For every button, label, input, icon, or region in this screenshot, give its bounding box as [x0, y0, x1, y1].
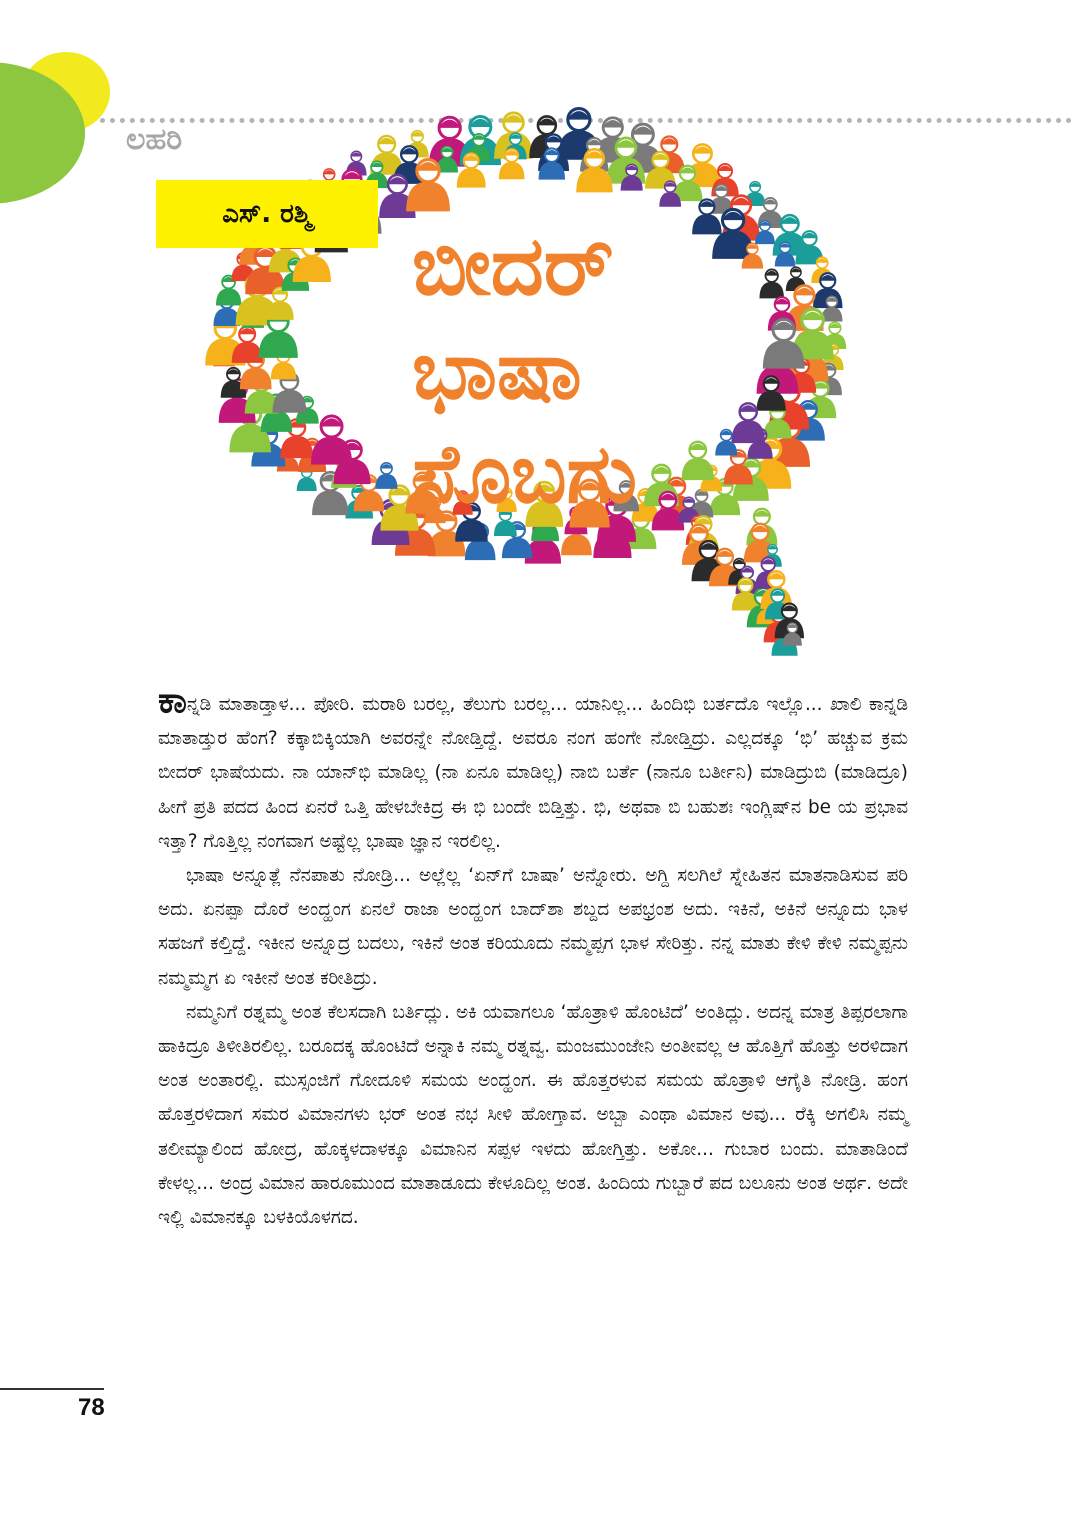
author-name: ಎಸ್. ರಶ್ಮಿ: [222, 198, 312, 229]
footer-rule: [0, 1388, 104, 1390]
author-byline-box: [156, 180, 378, 248]
person-figure-icon: [759, 269, 783, 298]
article-body: [158, 680, 908, 1235]
article-paragraph-3: ನಮ್ಮನಿಗೆ ರತ್ನಮ್ಮ ಅಂತ ಕೆಲಸದಾಗಿ ಬರ್ತಿದ್ಲು. ಅಕಿ ಯವಾಗಲೂ ‘ಹೊತ್ರಾಳಿ ಹೊಂಟಿದೆ’ ಅಂತಿದ್ಲು. ಅದನ್ನ ಮಾತ್ರ ತಿಪ್ಪರಲಾಗಾ ಹಾಕಿದ್ರೂ ತಿಳೀತಿರಲಿಲ್ಲ. ಬರೂದಕ್ಕ ಹೊಂಟಿದೆ ಅನ್ನಾಕಿ ನಮ್ಮ ರತ್ನವ್ವ. ಮಂಜಮುಂಜೇನಿ ಅಂತೀವಲ್ಲ ಆ ಹೊತ್ತಿಗೆ ಹೊತ್ತು ಅರಳಿದಾಗ ಅಂತ ಅಂತಾರಲ್ಲಿ. ಮುಸ್ಸಂಜಿಗೆ ಗೋದೂಳಿ ಸಮಯ ಅಂದ್ಹಂಗ. ಈ ಹೊತ್ತರಳುವ ಸಮಯ ಹೊತ್ರಾಳಿ ಆಗೈತಿ ನೋಡ್ರಿ. ಹಂಗ ಹೊತ್ತರಳಿದಾಗ ಸಮರ ವಿಮಾನಗಳು ಭರ್ ಅಂತ ನಭ ಸೀಳಿ ಹೋಗ್ತಾವ. ಅಬ್ಬಾ ಎಂಥಾ ವಿಮಾನ ಅವು... ರೆಕ್ಕಿ ಅಗಲಿಸಿ ನಮ್ಮ ತಲೀಮ್ಯಾಲಿಂದ ಹೋದ್ರ, ಹೊಕ್ಕಳದಾಳಕ್ಕೂ ವಿಮಾನಿನ ಸಪ್ಪಳ ಇಳದು ಹೋಗ್ತಿತ್ತು. ಅಕೋ... ಗುಬಾರ ಬಂದು. ಮಾತಾಡಿಂದೆ ಕೇಳಲ್ಲ... ಅಂದ್ರ ವಿಮಾನ ಹಾರೂಮುಂದ ಮಾತಾಡೂದು ಕೇಳೂದಿಲ್ಲ ಅಂತ. ಹಿಂದಿಯ ಗುಬ್ಬಾರೆ ಪದ ಬಲೂನು ಅಂತ ಅರ್ಥ. ಅದೇ ಇಲ್ಲಿ ವಿಮಾನಕ್ಕೂ ಬಳಕಿಯೊಳಗದ.: [158, 1001, 908, 1229]
title-line-2: ಭಾಷಾ: [412, 323, 582, 418]
person-figure-icon: [682, 442, 714, 480]
drop-cap: ಕಾ: [158, 680, 187, 721]
article-paragraph-2: ಭಾಷಾ ಅನ್ನೂತ್ಲೆ ನೆನಪಾತು ನೋಡ್ರಿ... ಅಲ್ಲೆಲ್ಲ ‘ಏನ್‌ಗೆ ಬಾಷಾ’ ಅನ್ನೋರು. ಅಗ್ದಿ ಸಲಗಿಲೆ ಸ್ನೇಹಿತನ ಮಾತನಾಡಿಸುವ ಪರಿ ಅದು. ಏನಪ್ಪಾ ದೊರೆ ಅಂದ್ಹಂಗ ಏನಲೆ ರಾಜಾ ಅಂದ್ಹಂಗ ಬಾದ್‌ಶಾ ಶಬ್ದದ ಅಪಭ್ರಂಶ ಅದು. ಇಕಿನೆ, ಅಕಿನೆ ಅನ್ನೂದು ಭಾಳ ಸಹಜಗೆ ಕಲ್ತಿದ್ದೆ. ಇಕೀನ ಅನ್ನೂದ್ರ ಬದಲು, ಇಕಿನೆ ಅಂತ ಕರಿಯೂದು ನಮ್ಮಪ್ಪಗ ಭಾಳ ಸೇರಿತ್ತು. ನನ್ನ ಮಾತು ಕೇಳಿ ಕೇಳಿ ನಮ್ಮಪ್ಪನು ನಮ್ಮಮ್ಮಗ ಏ ಇಕೀನೆ ಅಂತ ಕರೀತಿದ್ರು.: [158, 865, 908, 989]
paragraph-text: ನ್ನಡಿ ಮಾತಾಡ್ತಾಳ... ಪೋರಿ. ಮರಾಠಿ ಬರಲ್ಲ, ತೆಲುಗು ಬರಲ್ಲ... ಯಾನಿಲ್ಲ... ಹಿಂದಿಭಿ ಬರ್ತದೊ ಇಲ್ಲೊ... ಖಾಲಿ ಕಾನ್ನಡಿ ಮಾತಾಡ್ತುರ ಹೆಂಗ? ಕಕ್ಕಾಬಿಕ್ಕಿಯಾಗಿ ಅವರನ್ನೇ ನೋಡ್ತಿದ್ದೆ. ಅವರೂ ನಂಗ ಹಂಗೇ ನೋಡ್ತಿದ್ರು. ಎಲ್ಲದಕ್ಕೂ ‘ಭಿ’ ಹಚ್ಚುವ ಕ್ರಮ ಬೀದರ್ ಭಾಷೆಯದು. ನಾ ಯಾನ್‌ಭಿ ಮಾಡಿಲ್ಲ (ನಾ ಏನೂ ಮಾಡಿಲ್ಲ) ನಾಬಿ ಬರ್ತೆ (ನಾನೂ ಬರ್ತೀನಿ) ಮಾಡಿದ್ರುಬಿ (ಮಾಡಿದ್ರೂ) ಹೀಗೆ ಪ್ರತಿ ಪದದ ಹಿಂದ ಏನರೆ ಒತ್ತಿ ಹೇಳಬೇಕಿದ್ರ ಈ ಭಿ ಬಂದೇ ಬಿಡ್ತಿತ್ತು. ಭಿ, ಅಥವಾ ಬಿ ಬಹುಶಃ ಇಂಗ್ಲಿಷ್‌ನ be ಯ ಪ್ರಭಾವ ಇತ್ತಾ? ಗೊತ್ತಿಲ್ಲ ನಂಗವಾಗ ಅಷ್ಟೆಲ್ಲ ಭಾಷಾ ಜ್ಞಾನ ಇರಲಿಲ್ಲ.: [158, 694, 908, 852]
article-title: [412, 215, 637, 527]
title-line-3: ಸೊಬಗು: [412, 427, 638, 522]
section-label: ಲಹರಿ: [126, 122, 183, 157]
title-line-1: ಬೀದರ್: [412, 219, 614, 314]
page-number: 78: [78, 1394, 105, 1421]
article-paragraph-1: [158, 680, 908, 859]
person-figure-icon: [375, 463, 397, 489]
